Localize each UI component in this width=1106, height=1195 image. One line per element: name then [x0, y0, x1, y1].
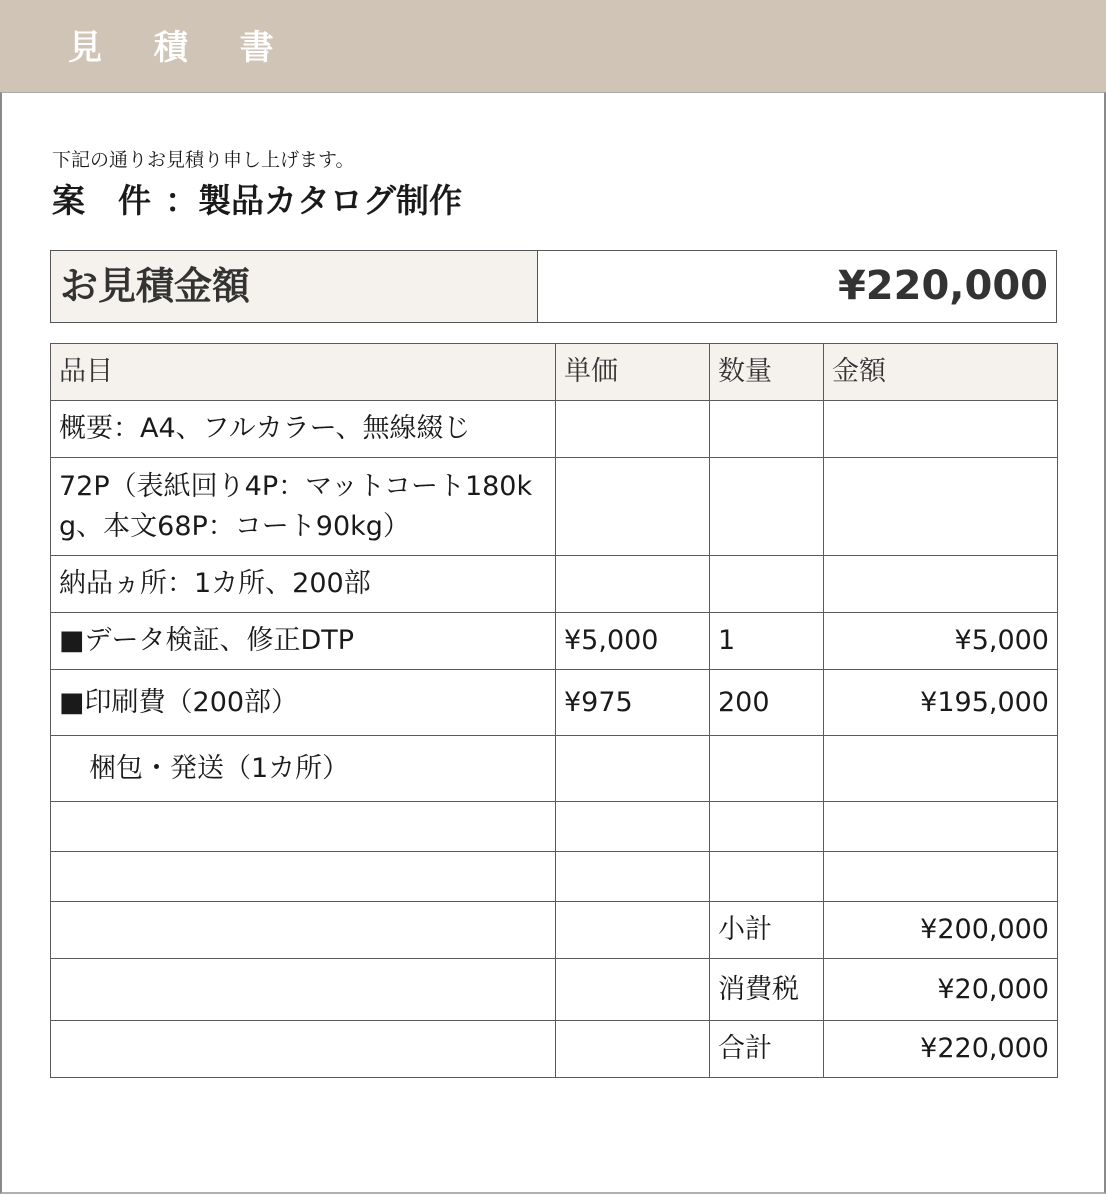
table-row — [51, 852, 1058, 902]
quantity-cell: 1 — [710, 613, 824, 670]
unit-price-cell — [556, 556, 710, 613]
unit-price-cell — [556, 401, 710, 458]
amount-cell — [824, 401, 1058, 458]
amount-cell: ¥5,000 — [824, 613, 1058, 670]
item-cell: ■データ検証、修正DTP — [51, 613, 556, 670]
table-row — [51, 556, 1058, 613]
amount-cell — [824, 852, 1058, 902]
empty-cell — [51, 1021, 556, 1078]
total-label: 合計 — [710, 1021, 824, 1078]
tax-row — [51, 959, 1058, 1021]
line-items-table — [50, 343, 1058, 1078]
item-cell — [51, 852, 556, 902]
quantity-cell — [710, 802, 824, 852]
project-line — [52, 180, 462, 222]
amount-cell: ¥195,000 — [824, 670, 1058, 736]
empty-cell — [51, 959, 556, 1021]
table-row — [51, 401, 1058, 458]
project-separator: ： — [165, 181, 198, 220]
column-header-item: 品目 — [51, 344, 556, 401]
amount-cell — [824, 458, 1058, 556]
quantity-cell — [710, 736, 824, 802]
column-header-unit-price: 単価 — [556, 344, 710, 401]
subtotal-row — [51, 902, 1058, 959]
estimate-amount-value: ¥220,000 — [837, 263, 1048, 309]
unit-price-cell: ¥975 — [556, 670, 710, 736]
table-header-row — [51, 344, 1058, 401]
quantity-cell — [710, 458, 824, 556]
empty-cell — [51, 902, 556, 959]
document-title: 見 積 書 — [68, 28, 294, 68]
item-cell — [51, 802, 556, 852]
empty-cell — [556, 1021, 710, 1078]
item-cell: 概要：A4、フルカラー、無線綴じ — [51, 401, 556, 458]
amount-cell — [824, 736, 1058, 802]
quantity-cell — [710, 852, 824, 902]
amount-cell — [824, 556, 1058, 613]
total-value: ¥220,000 — [824, 1021, 1058, 1078]
quantity-cell — [710, 556, 824, 613]
table-row — [51, 613, 1058, 670]
tax-value: ¥20,000 — [824, 959, 1058, 1021]
total-row — [51, 1021, 1058, 1078]
tax-label: 消費税 — [710, 959, 824, 1021]
column-header-amount: 金額 — [824, 344, 1058, 401]
quantity-cell — [710, 401, 824, 458]
amount-cell — [824, 802, 1058, 852]
estimate-amount-box — [50, 250, 1057, 323]
estimate-amount-label: お見積金額 — [51, 251, 538, 322]
table-row — [51, 458, 1058, 556]
header-band — [0, 0, 1106, 92]
intro-text: 下記の通りお見積り申し上げます。 — [52, 149, 355, 171]
empty-cell — [556, 959, 710, 1021]
table-row — [51, 802, 1058, 852]
item-cell: 納品ヵ所：1カ所、200部 — [51, 556, 556, 613]
quantity-cell: 200 — [710, 670, 824, 736]
project-label: 案 件 — [52, 181, 151, 220]
item-cell: 72P（表紙回り4P：マットコート180kg、本文68P：コート90kg） — [51, 458, 556, 556]
column-header-quantity: 数量 — [710, 344, 824, 401]
unit-price-cell — [556, 458, 710, 556]
item-cell: ■印刷費（200部） — [51, 670, 556, 736]
empty-cell — [556, 902, 710, 959]
unit-price-cell: ¥5,000 — [556, 613, 710, 670]
subtotal-label: 小計 — [710, 902, 824, 959]
item-cell: 梱包・発送（1カ所） — [51, 736, 556, 802]
table-row — [51, 670, 1058, 736]
unit-price-cell — [556, 736, 710, 802]
project-value: 製品カタログ制作 — [198, 181, 462, 220]
table-row — [51, 736, 1058, 802]
subtotal-value: ¥200,000 — [824, 902, 1058, 959]
unit-price-cell — [556, 802, 710, 852]
unit-price-cell — [556, 852, 710, 902]
